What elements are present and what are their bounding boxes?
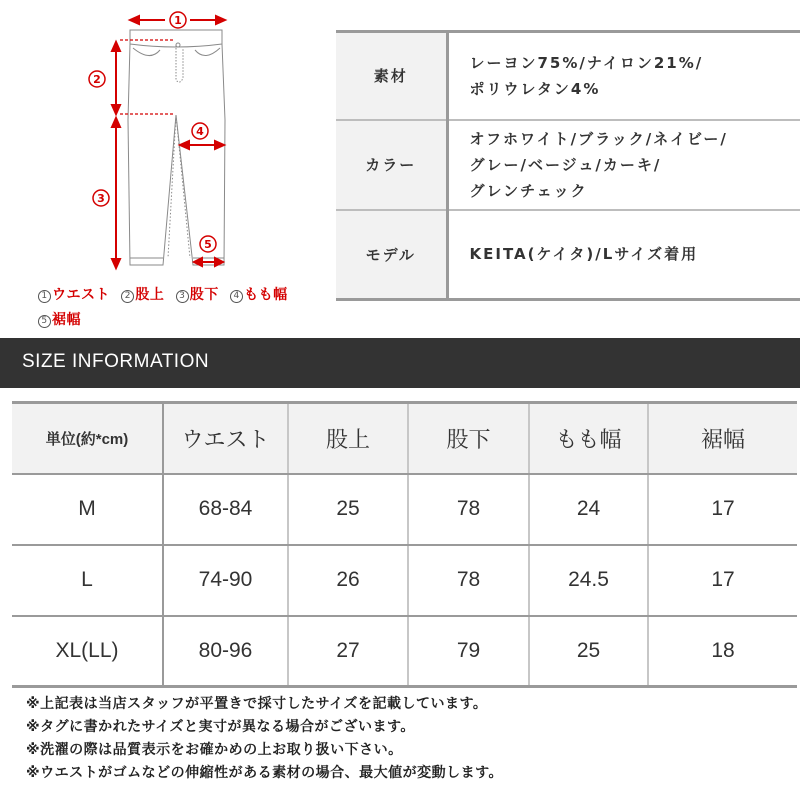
size-table: [12, 401, 797, 688]
marker-5: 5: [204, 238, 212, 251]
header-thigh: もも幅: [529, 403, 648, 474]
spec-value: オフホワイト/ブラック/ネイビー/ グレー/ベージュ/カーキ/ グレンチェック: [447, 120, 800, 210]
cell-rise: 25: [288, 474, 408, 545]
marker-1: 1: [174, 14, 182, 27]
product-spec-table: [336, 30, 800, 301]
note-line: ※タグに書かれたサイズと実寸が異なる場合がございます。: [26, 719, 415, 735]
cell-waist: 68-84: [163, 474, 288, 545]
spec-row-color: [336, 120, 800, 210]
note-line: ※洗濯の際は品質表示をお確かめの上お取り扱い下さい。: [26, 742, 403, 758]
cell-thigh: 24.5: [529, 545, 648, 616]
size-row-l: [12, 545, 797, 616]
marker-3: 3: [97, 192, 105, 205]
cell-inseam: 78: [408, 474, 529, 545]
note-line: ※ウエストがゴムなどの伸縮性がある素材の場合、最大値が変動します。: [26, 765, 503, 781]
cell-hem: 18: [648, 616, 797, 687]
marker-2: 2: [93, 73, 101, 86]
legend-item-thigh: 4 もも幅: [230, 283, 288, 308]
size-label: XL(LL): [12, 616, 163, 687]
cell-inseam: 79: [408, 616, 529, 687]
spec-value: レーヨン75%/ナイロン21%/ ポリウレタン4%: [447, 32, 800, 120]
header-rise: 股上: [288, 403, 408, 474]
spec-value: KEITA(ケイタ)/Lサイズ着用: [447, 210, 800, 300]
size-label: L: [12, 545, 163, 616]
spec-label: 素材: [336, 32, 447, 120]
legend-item-hem: 5 裾幅: [38, 308, 81, 333]
size-row-xl: [12, 616, 797, 687]
spec-row-model: [336, 210, 800, 300]
header-hem: 裾幅: [648, 403, 797, 474]
header-unit: 単位(約*cm): [12, 403, 163, 474]
cell-hem: 17: [648, 474, 797, 545]
cell-inseam: 78: [408, 545, 529, 616]
cell-thigh: 25: [529, 616, 648, 687]
spec-row-material: [336, 32, 800, 120]
header-waist: ウエスト: [163, 403, 288, 474]
cell-waist: 74-90: [163, 545, 288, 616]
size-table-header-row: [12, 403, 797, 474]
size-information-header: [0, 338, 800, 388]
size-row-m: [12, 474, 797, 545]
legend-item-inseam: 3 股下: [176, 283, 219, 308]
note-line: ※上記表は当店スタッフが平置きで採寸したサイズを記載しています。: [26, 696, 488, 712]
cell-thigh: 24: [529, 474, 648, 545]
legend-item-waist: 1 ウエスト: [38, 283, 110, 308]
cell-hem: 17: [648, 545, 797, 616]
pants-illustration: [0, 0, 330, 285]
cell-rise: 27: [288, 616, 408, 687]
size-notes: [26, 693, 503, 785]
legend-item-rise: 2 股上: [121, 283, 164, 308]
header-inseam: 股下: [408, 403, 529, 474]
measurement-legend: [38, 283, 328, 333]
marker-4: 4: [196, 125, 204, 138]
pants-measurement-diagram: [0, 0, 330, 335]
size-label: M: [12, 474, 163, 545]
cell-waist: 80-96: [163, 616, 288, 687]
cell-rise: 26: [288, 545, 408, 616]
spec-label: モデル: [336, 210, 447, 300]
spec-label: カラー: [336, 120, 447, 210]
section-title: SIZE INFORMATION: [22, 351, 210, 372]
